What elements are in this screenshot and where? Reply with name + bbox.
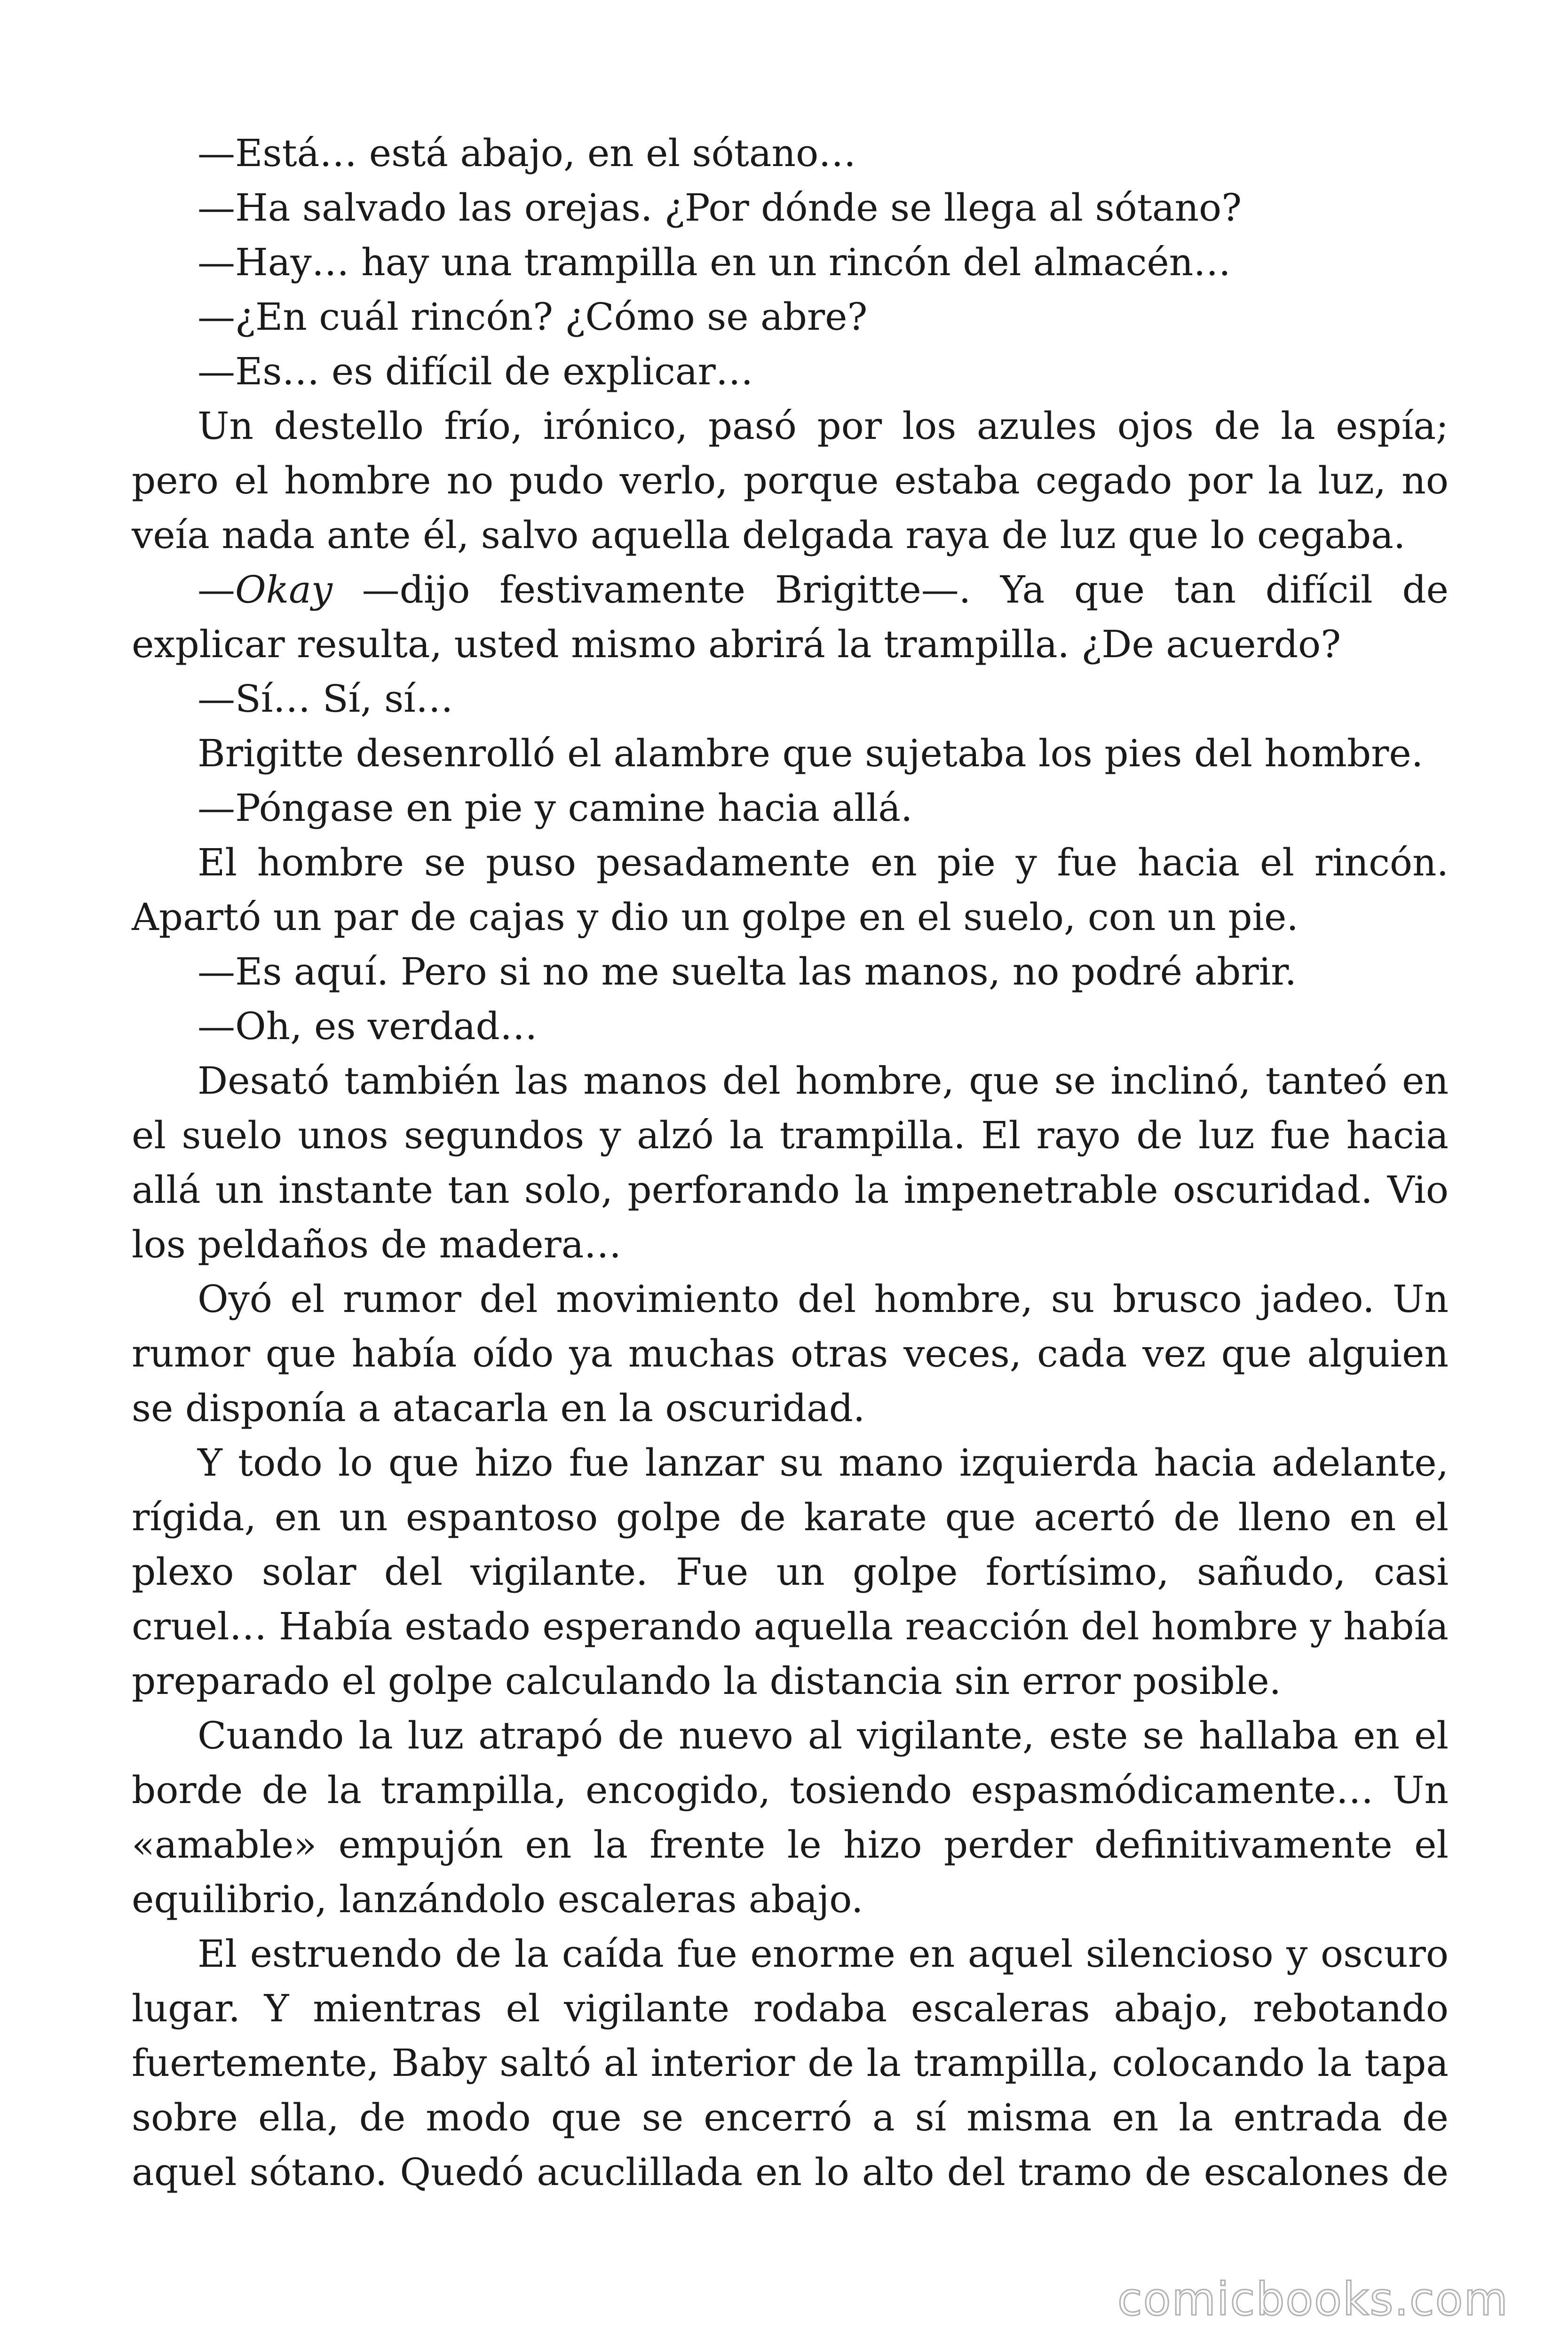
paragraph-18: El estruendo de la caída fue enorme en aquel silencioso y oscuro lugar. Y mientras el vigilante rodaba escaleras abajo, rebotando fuertemente, Baby saltó al interior de la trampilla, colocando la tapa sobre ella, de modo que se encerró a sí misma en la entrada de aquel sótano. Quedó acuclillada en lo alto del tramo de escalones de (132, 1932, 1449, 2194)
paragraph-3: —Hay… hay una trampilla en un rincón del almacén… (198, 240, 1231, 284)
paragraph-16: Y todo lo que hizo fue lanzar su mano izquierda hacia adelante, rígida, en un espantoso golpe de karate que acertó de lleno en el plexo solar del vigilante. Fue un golpe fortísimo, sañudo, casi cruel… Había estado esperando aquella reacción del hombre y había preparado el golpe calculando la distancia sin error posible. (132, 1441, 1449, 1703)
paragraph-4: —¿En cuál rincón? ¿Cómo se abre? (198, 295, 868, 339)
paragraph-7-rest: —dijo festivamente Brigitte—. Ya que tan difícil de explicar resulta, usted mismo abrirá la trampilla. ¿De acuerdo? (132, 568, 1449, 666)
paragraph-14: Desató también las manos del hombre, que se inclinó, tanteó en el suelo unos segundos y alzó la trampilla. El rayo de luz fue hacia allá un instante tan solo, perforando la impenetrable oscuridad. Vio los peldaños de madera… (132, 1059, 1449, 1266)
paragraph-1: —Está… está abajo, en el sótano… (198, 131, 856, 175)
paragraph-12: —Es aquí. Pero si no me suelta las manos, no podré abrir. (198, 950, 1297, 993)
paragraph-17: Cuando la luz atrapó de nuevo al vigilante, este se hallaba en el borde de la trampilla, encogido, tosiendo espasmódicamente… Un «amable» empujón en la frente le hizo perder definitivamente el equilibrio, lanzándolo escaleras abajo. (132, 1714, 1449, 1921)
paragraph-5: —Es… es difícil de explicar… (198, 350, 753, 393)
paragraph-7 (132, 563, 1449, 672)
paragraph-7-italic: Okay (235, 568, 333, 612)
watermark-logo: comicbooks.com (1117, 2273, 1509, 2326)
paragraph-11: El hombre se puso pesadamente en pie y fue hacia el rincón. Apartó un par de cajas y dio un golpe en el suelo, con un pie. (132, 841, 1449, 939)
page-body-text (132, 126, 1449, 2200)
paragraph-10: —Póngase en pie y camine hacia allá. (198, 786, 913, 830)
paragraph-7-dash: — (198, 568, 235, 612)
paragraph-13: —Oh, es verdad… (198, 1004, 538, 1048)
paragraph-9: Brigitte desenrolló el alambre que sujetaba los pies del hombre. (198, 731, 1424, 775)
paragraph-8: —Sí… Sí, sí… (198, 677, 453, 721)
paragraph-2: —Ha salvado las orejas. ¿Por dónde se llega al sótano? (198, 186, 1242, 230)
paragraph-15: Oyó el rumor del movimiento del hombre, su brusco jadeo. Un rumor que había oído ya muchas otras veces, cada vez que alguien se disponía a atacarla en la oscuridad. (132, 1277, 1449, 1430)
paragraph-6: Un destello frío, irónico, pasó por los azules ojos de la espía; pero el hombre no pudo verlo, porque estaba cegado por la luz, no veía nada ante él, salvo aquella delgada raya de luz que lo cegaba. (132, 404, 1449, 557)
